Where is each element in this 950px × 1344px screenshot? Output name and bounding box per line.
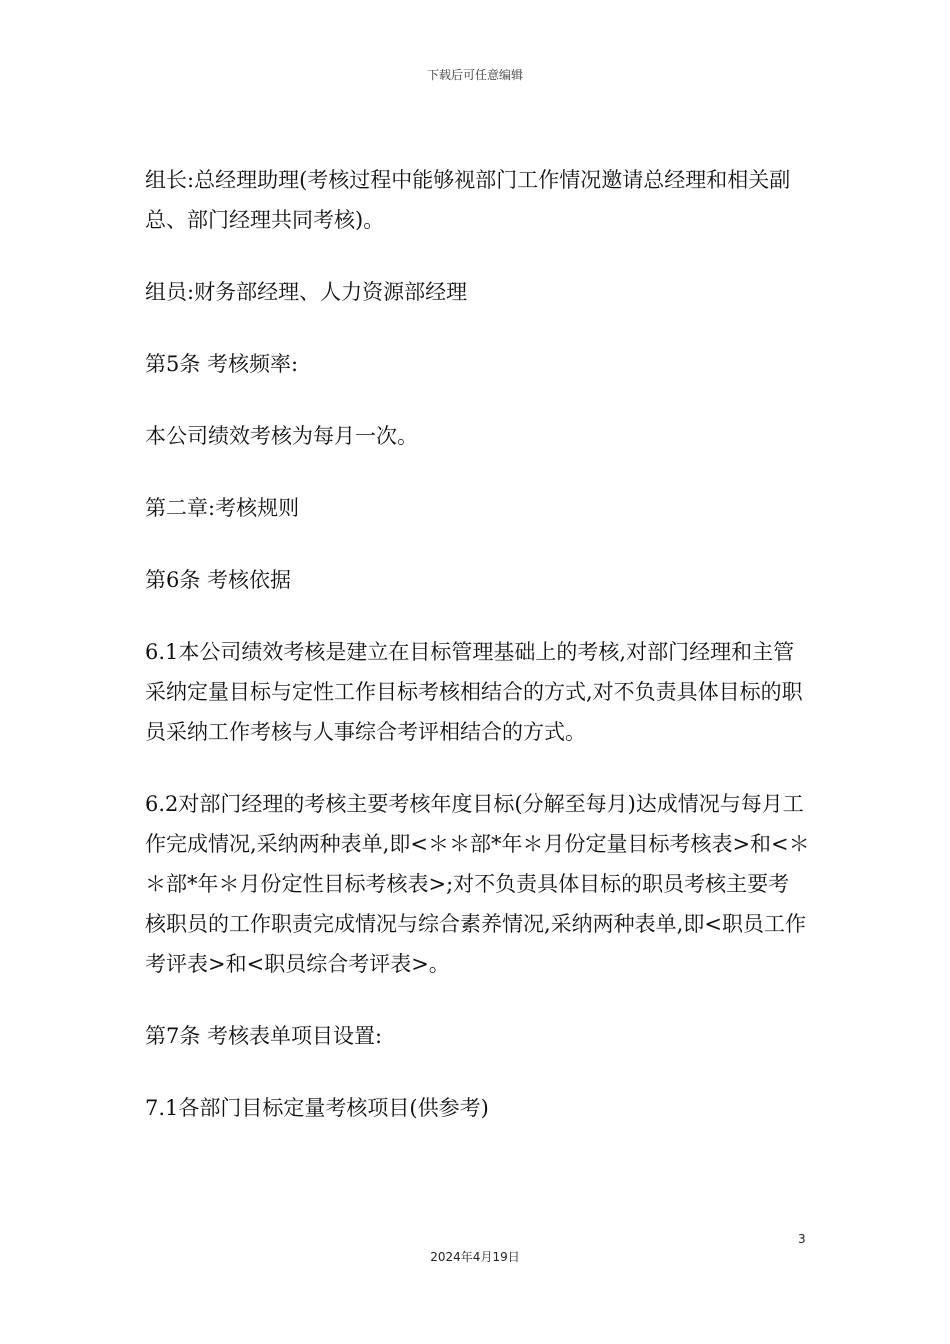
- header-note: 下载后可任意编辑: [426, 68, 523, 82]
- clause-6-1: 6.1本公司绩效考核是建立在目标管理基础上的考核,对部门经理和主管采纳定量目标与定性工作目标考核相结合的方式,对不负责具体目标的职员采纳工作考核与人事综合考评相结合的方式。: [145, 640, 803, 744]
- clause-7-1: 7.1各部门目标定量考核项目(供参考): [145, 1096, 489, 1120]
- document-body: [145, 160, 810, 1160]
- page-number: 3: [798, 1232, 806, 1246]
- paragraph-frequency: 本公司绩效考核为每月一次。: [145, 424, 418, 448]
- article-5-heading: 第5条 考核频率:: [145, 352, 299, 376]
- chapter-2-heading: 第二章:考核规则: [145, 496, 300, 520]
- paragraph-group-leader: 组长:总经理助理(考核过程中能够视部门工作情况邀请总经理和相关副总、部门经理共同考核)。: [145, 168, 791, 232]
- article-7-heading: 第7条 考核表单项目设置:: [145, 1024, 383, 1048]
- clause-6-2: 6.2对部门经理的考核主要考核年度目标(分解至每月)达成情况与每月工作完成情况,采纳两种表单,即<＊＊部*年＊月份定量目标考核表>和<＊＊部*年＊月份定性目标考核表>;对不负责具体目标的职员考核主要考核职员的工作职责完成情况与综合素养情况,采纳两种表单,即<职员工作考评表>和<职员综合考评表>。: [145, 792, 810, 976]
- footer-date: 2024年4月19日: [430, 1250, 520, 1264]
- paragraph-group-members: 组员:财务部经理、人力资源部经理: [145, 280, 468, 304]
- article-6-heading: 第6条 考核依据: [145, 568, 292, 592]
